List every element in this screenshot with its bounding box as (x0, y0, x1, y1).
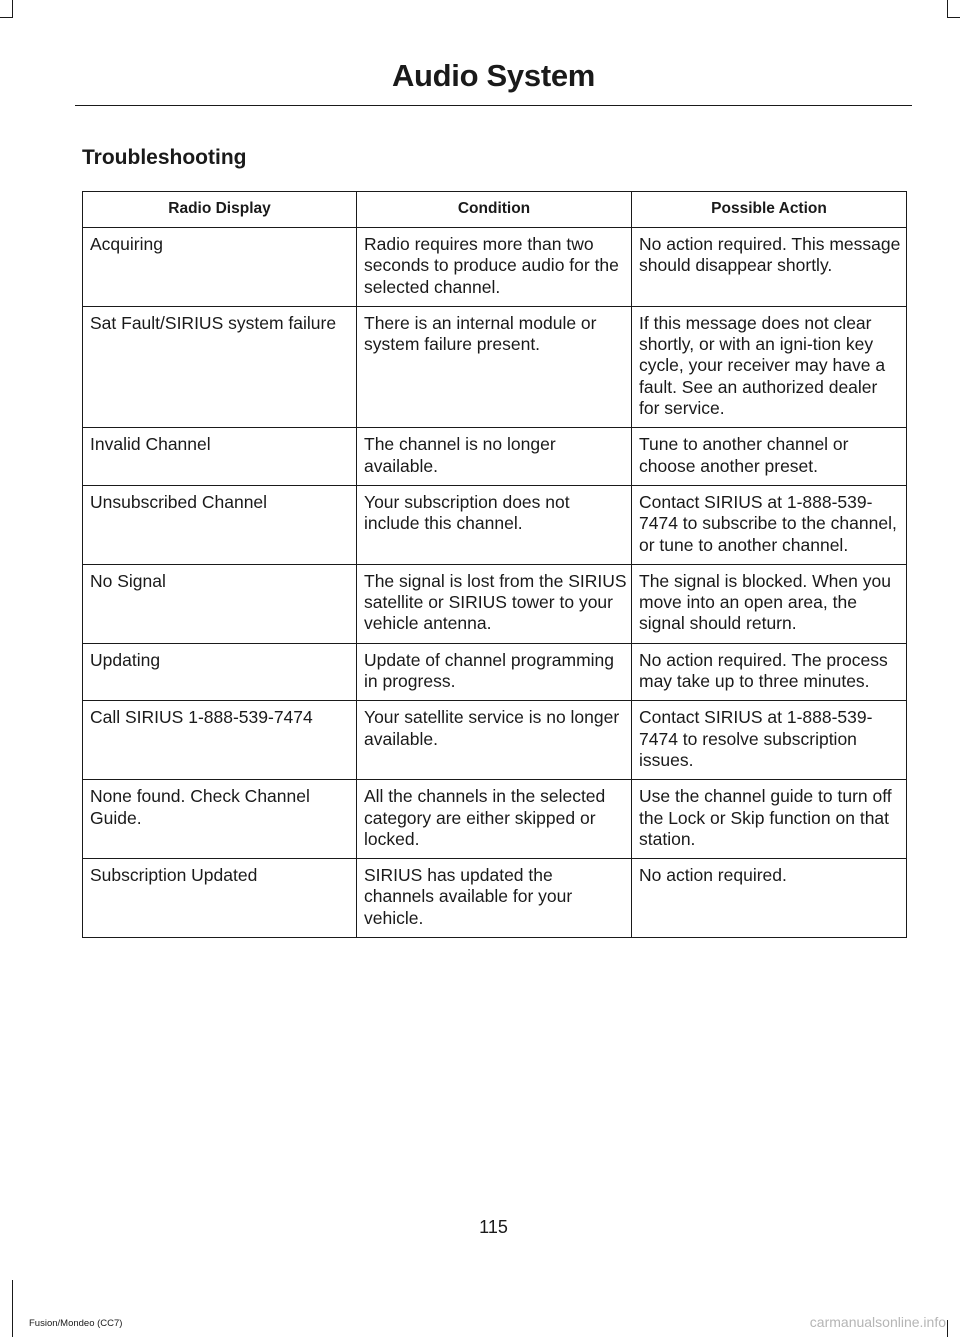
condition-cell: The channel is no longer available. (357, 428, 632, 486)
condition-cell: Your subscription does not include this channel. (357, 485, 632, 564)
crop-mark (12, 1280, 13, 1337)
condition-cell: Update of channel programming in progress. (357, 643, 632, 701)
possible-action-cell: Tune to another channel or choose another preset. (632, 428, 907, 486)
possible-action-cell: Contact SIRIUS at 1-888-539-7474 to resolve subscription issues. (632, 701, 907, 780)
page-header-title: Audio System (391, 58, 596, 93)
column-header-radio-display: Radio Display (83, 192, 357, 228)
radio-display-cell: None found. Check Channel Guide. (83, 780, 357, 859)
column-header-possible-action: Possible Action (632, 192, 907, 228)
section-title: Troubleshooting (82, 146, 247, 169)
table-row (83, 564, 907, 643)
table-row (83, 306, 907, 427)
table-row (83, 228, 907, 307)
header-divider (75, 105, 912, 106)
radio-display-cell: No Signal (83, 564, 357, 643)
radio-display-cell: Unsubscribed Channel (83, 485, 357, 564)
crop-mark (12, 0, 13, 17)
possible-action-cell: If this message does not clear shortly, or with an igni-tion key cycle, your receiver may have a fault. See an authorized dealer for service. (632, 306, 907, 427)
condition-cell: The signal is lost from the SIRIUS satellite or SIRIUS tower to your vehicle antenna. (357, 564, 632, 643)
footer-model: Fusion/Mondeo (CC7) (29, 1318, 123, 1329)
crop-mark (947, 1320, 948, 1337)
crop-mark (0, 17, 13, 18)
troubleshooting-table (82, 191, 907, 938)
possible-action-cell: Contact SIRIUS at 1-888-539-7474 to subscribe to the channel, or tune to another channel. (632, 485, 907, 564)
table-header-row (83, 192, 907, 228)
radio-display-cell: Invalid Channel (83, 428, 357, 486)
possible-action-cell: The signal is blocked. When you move into an open area, the signal should return. (632, 564, 907, 643)
table-row (83, 701, 907, 780)
radio-display-cell: Call SIRIUS 1-888-539-7474 (83, 701, 357, 780)
crop-mark (947, 0, 948, 17)
table-row (83, 428, 907, 486)
possible-action-cell: No action required. This message should disappear shortly. (632, 228, 907, 307)
page-number: 115 (479, 1217, 508, 1237)
radio-display-cell: Sat Fault/SIRIUS system failure (83, 306, 357, 427)
crop-mark (947, 17, 960, 18)
watermark: carmanualsonline.info (809, 1314, 946, 1330)
radio-display-cell: Updating (83, 643, 357, 701)
possible-action-cell: Use the channel guide to turn off the Lock or Skip function on that station. (632, 780, 907, 859)
table-row (83, 643, 907, 701)
radio-display-cell: Acquiring (83, 228, 357, 307)
condition-cell: SIRIUS has updated the channels available for your vehicle. (357, 859, 632, 938)
column-header-condition: Condition (357, 192, 632, 228)
condition-cell: There is an internal module or system failure present. (357, 306, 632, 427)
possible-action-cell: No action required. The process may take up to three minutes. (632, 643, 907, 701)
table-row (83, 859, 907, 938)
condition-cell: Radio requires more than two seconds to produce audio for the selected channel. (357, 228, 632, 307)
table-row (83, 485, 907, 564)
condition-cell: All the channels in the selected category are either skipped or locked. (357, 780, 632, 859)
table-row (83, 780, 907, 859)
condition-cell: Your satellite service is no longer available. (357, 701, 632, 780)
possible-action-cell: No action required. (632, 859, 907, 938)
radio-display-cell: Subscription Updated (83, 859, 357, 938)
